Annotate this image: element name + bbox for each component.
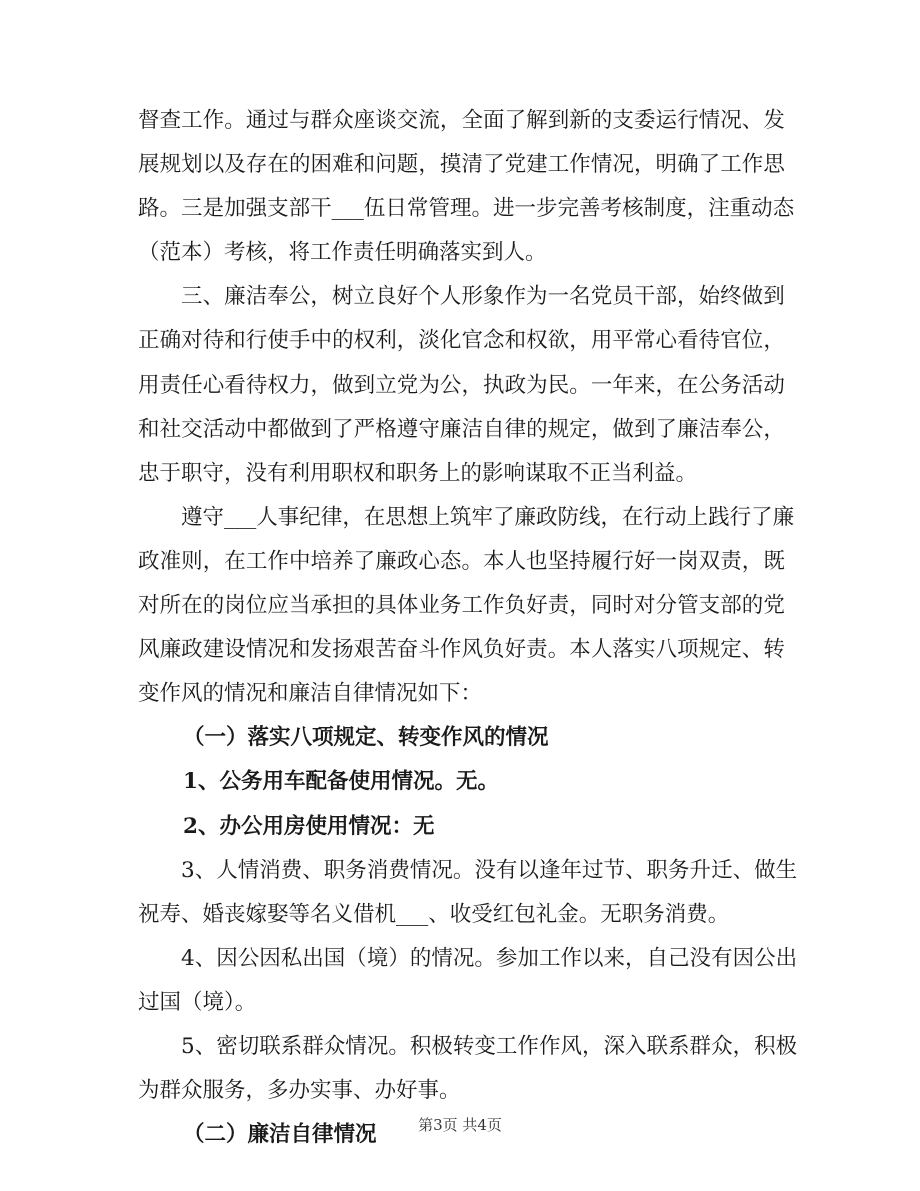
- section-heading: （二）廉洁自律情况: [183, 1122, 377, 1148]
- paragraph-start-line: 遵 守 _ _ _ 人 事 纪 律 ， 在 思 想 上 筑 牢 了 廉 政 防 线 ， 在 行 动 上 践 行 了 廉: [181, 504, 795, 530]
- text-line: 路 。 三 是 加 强 支 部 干 _ _ _ 伍 日 常 管 理 。 进 一 步 完 善 考 核 制 度 ， 注 重 动 态: [138, 196, 795, 222]
- text-line: 用 责 任 心 看 待 权 力 ， 做 到 立 党 为 公 ， 执 政 为 民 。 一 年 来 ， 在 公 务 活 动: [138, 372, 785, 398]
- text-line: 政 准 则 ， 在 工 作 中 培 养 了 廉 政 心 态 。 本 人 也 坚 持 履 行 好 一 岗 双 责 ， 既: [138, 548, 785, 574]
- text-line: 祝寿、婚丧嫁娶等名义借机___、收受红包礼金。无职务消费。: [138, 901, 730, 927]
- section-heading: （一）落实八项规定、转变作风的情况: [183, 725, 549, 751]
- text-line: 为群众服务，多办实事、办好事。: [138, 1078, 461, 1104]
- page-number-footer: 第3页 共4页: [418, 1116, 502, 1134]
- text-line: 变作风的情况和廉洁自律情况如下：: [138, 681, 483, 707]
- paragraph-start-line: 5 、 密 切 联 系 群 众 情 况 。 积 极 转 变 工 作 作 风 ， 深 入 联 系 群 众 ， 积 极: [181, 1033, 798, 1059]
- text-line: 和 社 交 活 动 中 都 做 到 了 严 格 遵 守 廉 洁 自 律 的 规 定 ， 做 到 了 廉 洁 奉 公 ，: [138, 416, 785, 442]
- paragraph-start-line: 4 、 因 公 因 私 出 国 （ 境 ） 的 情 况 。 参 加 工 作 以 来 ， 自 己 没 有 因 公 出: [181, 945, 798, 971]
- text-line: 展 规 划 以 及 存 在 的 困 难 和 问 题 ， 摸 清 了 党 建 工 作 情 况 ， 明 确 了 工 作 思: [138, 152, 785, 178]
- text-line: 忠于职守，没有利用职权和职务上的影响谋取不正当利益。: [138, 460, 698, 486]
- paragraph-start-line: 3 、 人 情 消 费 、 职 务 消 费 情 况 。 没 有 以 逢 年 过 节 、 职 务 升 迁 、 做 生: [181, 857, 798, 883]
- text-line: （范本）考核，将工作责任明确落实到人。: [138, 240, 547, 266]
- text-line: 对 所 在 的 岗 位 应 当 承 担 的 具 体 业 务 工 作 负 好 责 ， 同 时 对 分 管 支 部 的 党: [138, 593, 785, 619]
- item-heading: 2、办公用房使用情况：无: [183, 813, 435, 839]
- document-body: [138, 99, 798, 1157]
- paragraph-start-line: 三 、 廉 洁 奉 公 ， 树 立 良 好 个 人 形 象 作 为 一 名 党 员 干 部 ， 始 终 做 到: [181, 284, 785, 310]
- text-line: 督 查 工 作 。 通 过 与 群 众 座 谈 交 流 ， 全 面 了 解 到 新 的 支 委 运 行 情 况 、 发: [138, 108, 785, 133]
- text-line: 风 廉 政 建 设 情 况 和 发 扬 艰 苦 奋 斗 作 风 负 好 责 。 本 人 落 实 八 项 规 定 、 转: [138, 637, 785, 663]
- text-line: 过国（境）。: [138, 989, 257, 1015]
- text-line: 正 确 对 待 和 行 使 手 中 的 权 利 ， 淡 化 官 念 和 权 欲 ， 用 平 常 心 看 待 官 位 ，: [138, 328, 785, 354]
- item-heading: 1、公务用车配备使用情况。无。: [183, 769, 499, 795]
